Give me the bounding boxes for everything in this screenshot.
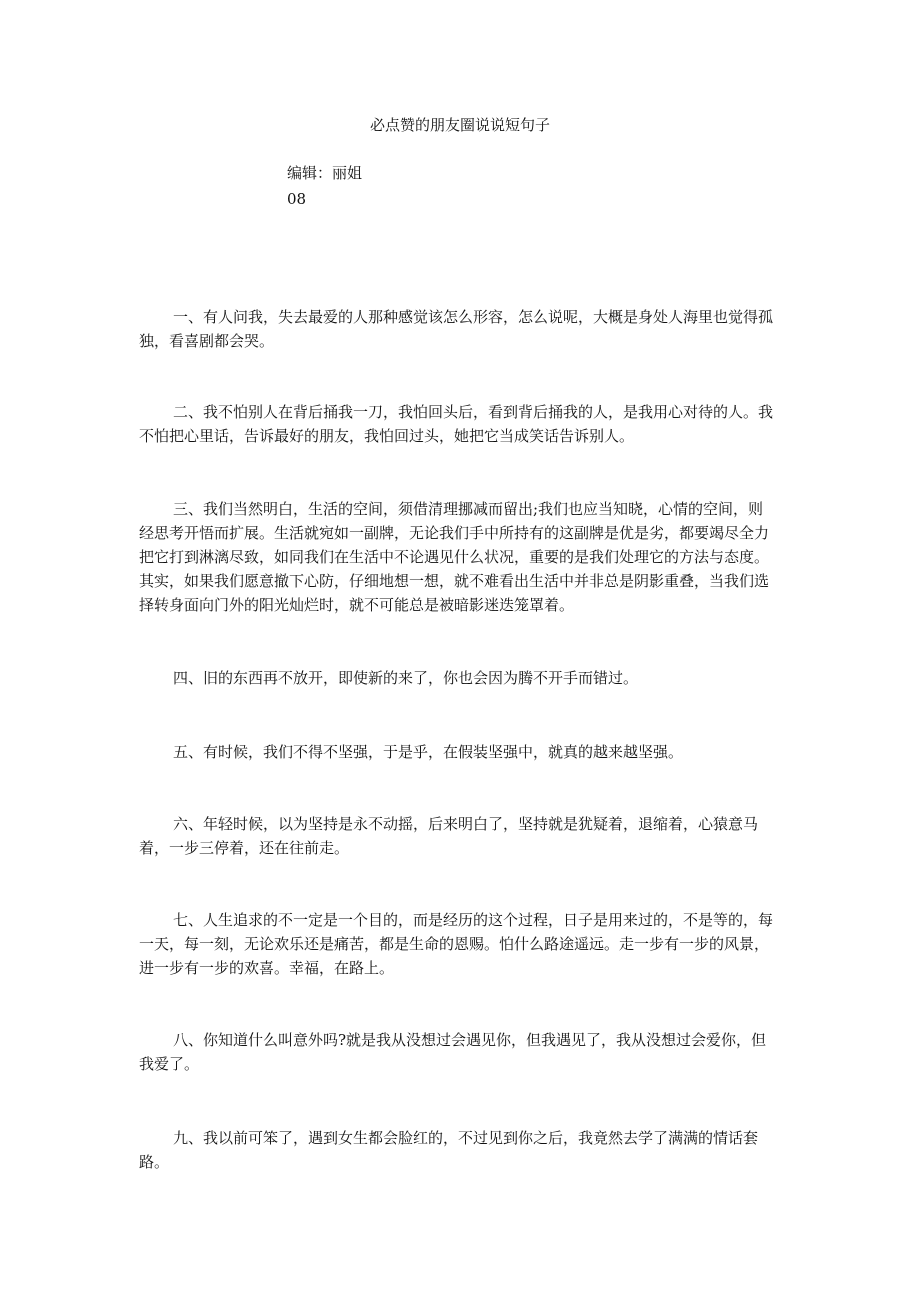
document-meta bbox=[287, 160, 362, 212]
paragraph-9: 九、我以前可笨了，遇到女生都会脸红的，不过见到你之后，我竟然去学了满满的情话套路。 bbox=[139, 1129, 759, 1171]
paragraph-5: 五、有时候，我们不得不坚强，于是乎，在假装坚强中，就真的越来越坚强。 bbox=[173, 743, 684, 761]
date-line: 08 bbox=[287, 190, 307, 208]
paragraph-4: 四、旧的东西再不放开，即使新的来了，你也会因为腾不开手而错过。 bbox=[173, 669, 639, 687]
paragraph-8: 八、你知道什么叫意外吗?就是我从没想过会遇见你，但我遇见了，我从没想过会爱你，但我爱了。 bbox=[139, 1031, 767, 1073]
paragraph-6: 六、年轻时候，以为坚持是永不动摇，后来明白了，坚持就是犹疑着，退缩着，心猿意马着，一步三停着，还在往前走。 bbox=[139, 815, 759, 857]
paragraph-2: 二、我不怕别人在背后捅我一刀，我怕回头后，看到背后捅我的人，是我用心对待的人。我不怕把心里话，告诉最好的朋友，我怕回过头，她把它当成笑话告诉别人。 bbox=[139, 403, 774, 445]
paragraph-1: 一、有人问我，失去最爱的人那种感觉该怎么形容，怎么说呢，大概是身处人海里也觉得孤独，看喜剧都会哭。 bbox=[139, 308, 774, 350]
paragraph-3: 三、我们当然明白，生活的空间，须借清理挪减而留出;我们也应当知晓，心情的空间，则经思考开悟而扩展。生活就宛如一副牌，无论我们手中所持有的这副牌是优是劣，都要竭尽全力把它打到淋漓尽致，如同我们在生活中不论遇见什么状况，重要的是我们处理它的方法与态度。其实，如果我们愿意撤下心防，仔细地想一想，就不难看出生活中并非总是阴影重叠，当我们选择转身面向门外的阳光灿烂时，就不可能总是被暗影迷迭笼罩着。 bbox=[139, 500, 770, 614]
editor-line: 编辑：丽姐 bbox=[287, 164, 363, 182]
paragraph-7: 七、人生追求的不一定是一个目的，而是经历的这个过程，日子是用来过的，不是等的，每一天，每一刻，无论欢乐还是痛苦，都是生命的恩赐。怕什么路途遥远。走一步有一步的风景，进一步有一步的欢喜。幸福，在路上。 bbox=[139, 911, 774, 977]
document-title: 必点赞的朋友圈说说短句子 bbox=[369, 116, 550, 134]
